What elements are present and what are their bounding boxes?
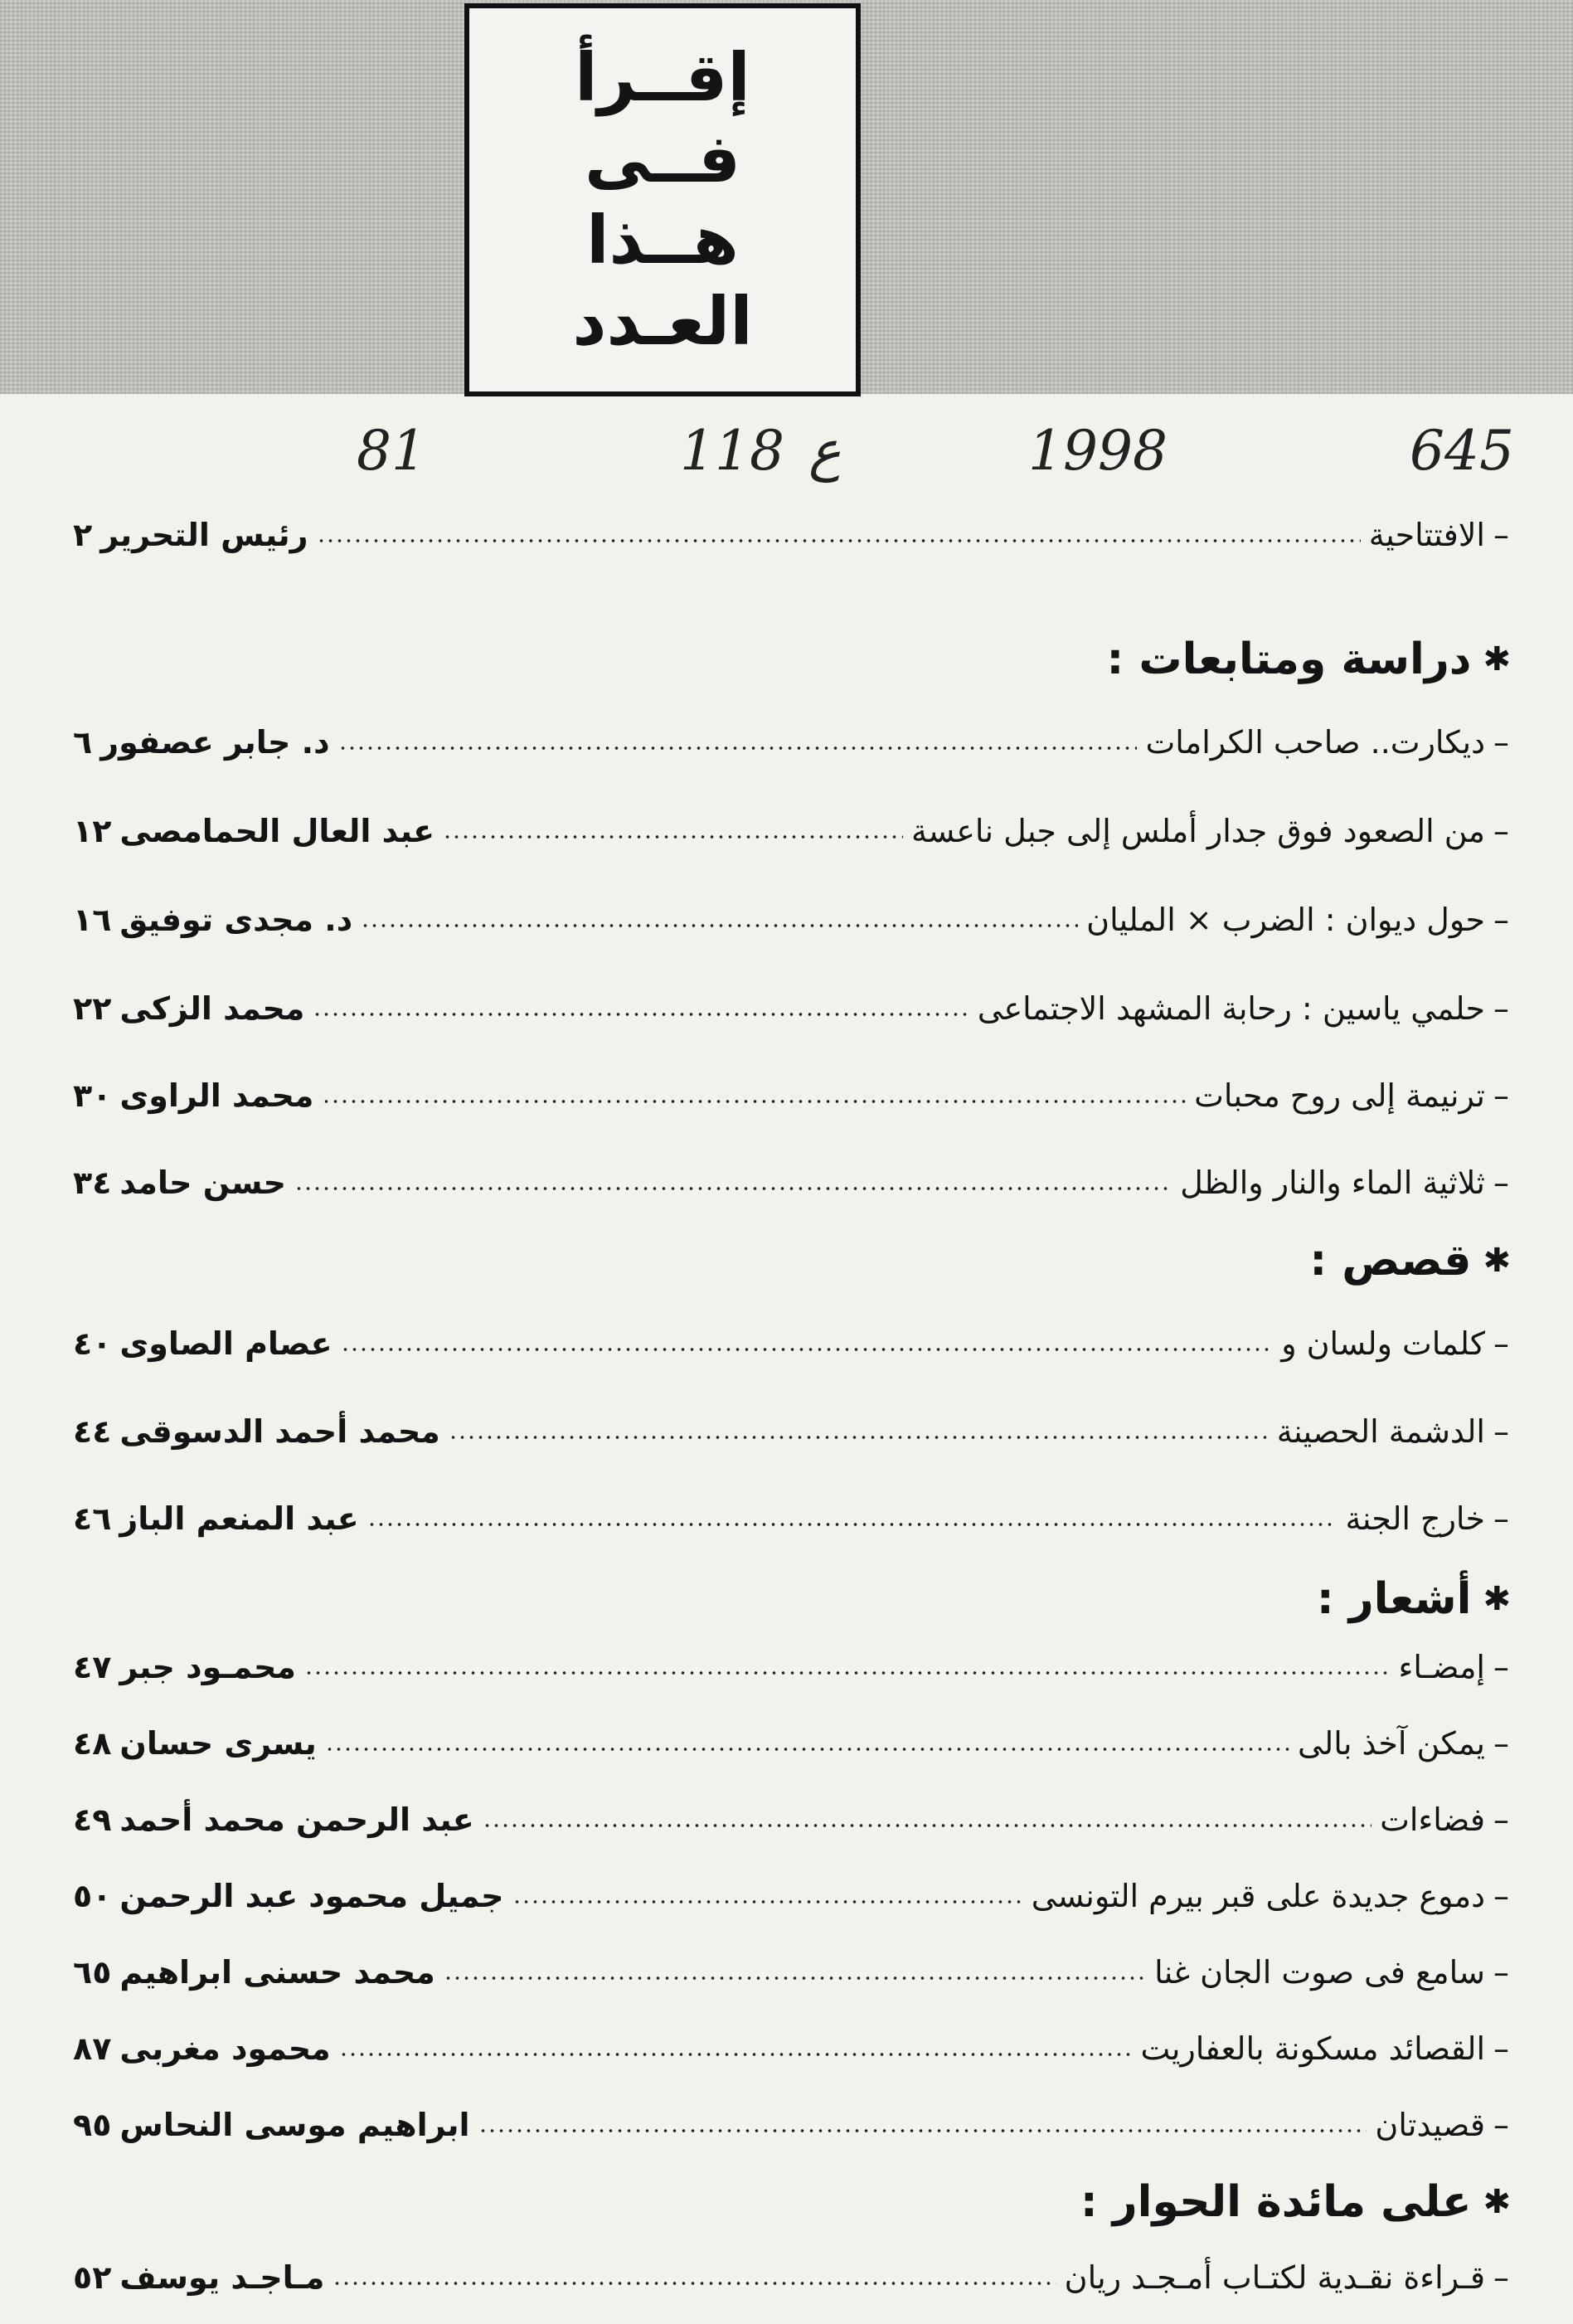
entry-title: الدشمة الحصينة xyxy=(1276,1413,1485,1450)
dot-leader xyxy=(317,538,1361,543)
entry-author: رئيس التحرير xyxy=(100,517,308,553)
dot-leader xyxy=(478,2128,1367,2133)
dot-leader xyxy=(341,1347,1274,1352)
entry-page: ٣٠ xyxy=(73,1077,112,1114)
asterisk-icon: ✱ xyxy=(1483,1242,1511,1280)
entry-author: محمد الزكى xyxy=(119,990,305,1027)
toc-entry: – حول ديوان : الضرب × المليان د. مجدى توفيق ١٦ xyxy=(73,902,1509,938)
entry-page: ٥٠ xyxy=(73,1878,112,1914)
dot-leader xyxy=(322,1099,1186,1104)
entry-title: ثلاثية الماء والنار والظل xyxy=(1180,1164,1485,1201)
dot-leader xyxy=(338,746,1138,751)
entry-page: ٤٧ xyxy=(73,1649,112,1685)
dot-leader xyxy=(367,1522,1338,1527)
dot-leader xyxy=(361,923,1078,928)
title-line-1: إقــرأ xyxy=(575,39,750,116)
entry-author: عبد العال الحمامصى xyxy=(119,813,435,849)
entry-title: كلمات ولسان و xyxy=(1281,1325,1485,1362)
entry-title: يمكن آخذ بالى xyxy=(1297,1725,1485,1762)
entry-page: ٣٤ xyxy=(73,1164,112,1201)
dot-leader xyxy=(444,1976,1146,1981)
toc-entry: – سامع فى صوت الجان غنا محمد حسنى ابراهيم ٦٥ xyxy=(73,1954,1509,1991)
entry-title: حول ديوان : الضرب × المليان xyxy=(1086,902,1485,938)
dot-leader xyxy=(304,1670,1391,1675)
entry-title: الافتتاحية xyxy=(1368,517,1485,553)
entry-title: قـراءة نقـدية لكتـاب أمـجـد ريان xyxy=(1064,2259,1485,2296)
handwritten-number-81: 81 xyxy=(357,419,426,483)
dot-leader xyxy=(313,1012,969,1017)
entry-page: ١٢ xyxy=(73,813,112,849)
toc-entry: – ثلاثية الماء والنار والظل حسن حامد ٣٤ xyxy=(73,1164,1509,1201)
dot-leader xyxy=(325,1747,1289,1752)
entry-author: محمـود جبر xyxy=(119,1649,296,1685)
toc-entry: – من الصعود فوق جدار أملس إلى جبل ناعسة عبد العال الحمامصى ١٢ xyxy=(73,813,1509,849)
entry-author: عصام الصاوى xyxy=(119,1325,333,1362)
asterisk-icon: ✱ xyxy=(1483,1580,1511,1618)
entry-author: محمد الراوى xyxy=(119,1077,314,1114)
toc-entry: – قـراءة نقـدية لكتـاب أمـجـد ريان مـاجـد يوسف ٥٢ xyxy=(73,2259,1509,2296)
entry-title: القصائد مسكونة بالعفاريت xyxy=(1140,2030,1485,2067)
toc-entry-opening: – الافتتاحية رئيس التحرير ٢ xyxy=(73,517,1509,553)
toc-entry: – كلمات ولسان و عصام الصاوى ٤٠ xyxy=(73,1325,1509,1362)
entry-author: جميل محمود عبد الرحمن xyxy=(119,1878,504,1914)
handwritten-number-645: 645 xyxy=(1410,419,1514,483)
entry-title: قصيدتان xyxy=(1375,2107,1485,2143)
entry-author: حسن حامد xyxy=(119,1164,287,1201)
section-heading-poems: ✱ أشعار : xyxy=(1316,1574,1511,1624)
entry-author: د. مجدى توفيق xyxy=(119,902,353,938)
dot-leader xyxy=(443,834,903,839)
title-line-2: فــى xyxy=(585,120,741,197)
dot-leader xyxy=(449,1435,1269,1440)
entry-page: ٥٢ xyxy=(73,2259,112,2296)
handwritten-year: 1998 xyxy=(1028,419,1168,483)
entry-title: فضاءات xyxy=(1380,1801,1485,1838)
entry-page: ١٦ xyxy=(73,902,112,938)
entry-page: ٤٩ xyxy=(73,1801,112,1838)
toc-entry: – حلمي ياسين : رحابة المشهد الاجتماعى محمد الزكى ٢٢ xyxy=(73,990,1509,1027)
toc-entry: – الدشمة الحصينة محمد أحمد الدسوقى ٤٤ xyxy=(73,1413,1509,1450)
toc-entry: – القصائد مسكونة بالعفاريت محمود مغربى ٨٧ xyxy=(73,2030,1509,2067)
entry-author: عبد الرحمن محمد أحمد xyxy=(119,1801,474,1838)
entry-author: محمد أحمد الدسوقى xyxy=(119,1413,440,1450)
handwritten-letter: ع xyxy=(808,419,842,483)
entry-author: ابراهيم موسى النحاس xyxy=(119,2107,470,2143)
toc-entry: – ديكارت.. صاحب الكرامات د. جابر عصفور ٦ xyxy=(73,724,1509,761)
dot-leader xyxy=(333,2281,1056,2286)
asterisk-icon: ✱ xyxy=(1483,640,1511,678)
entry-title: خارج الجنة xyxy=(1345,1500,1485,1537)
asterisk-icon: ✱ xyxy=(1483,2183,1511,2221)
entry-page: ٤٠ xyxy=(73,1325,112,1362)
handwritten-issue-number: 118 xyxy=(680,419,784,483)
entry-page: ٤٨ xyxy=(73,1725,112,1762)
section-heading-dialogue: ✱ على مائدة الحوار : xyxy=(1080,2177,1511,2227)
entry-page: ٦ xyxy=(73,724,93,761)
toc-entry: – يمكن آخذ بالى يسرى حسان ٤٨ xyxy=(73,1725,1509,1762)
entry-author: عبد المنعم الباز xyxy=(119,1500,359,1537)
dot-leader xyxy=(512,1899,1023,1904)
dot-leader xyxy=(483,1823,1372,1828)
toc-entry: – إمضـاء محمـود جبر ٤٧ xyxy=(73,1649,1509,1685)
title-line-4: العـدد xyxy=(572,283,753,360)
entry-title: من الصعود فوق جدار أملس إلى جبل ناعسة xyxy=(910,813,1485,849)
entry-page: ٤٤ xyxy=(73,1413,112,1450)
entry-page: ٨٧ xyxy=(73,2030,112,2067)
entry-page: ٩٥ xyxy=(73,2107,112,2143)
entry-author: محمود مغربى xyxy=(119,2030,331,2067)
entry-page: ٢ xyxy=(73,517,93,553)
dot-leader xyxy=(294,1186,1172,1191)
entry-title: ديكارت.. صاحب الكرامات xyxy=(1145,724,1485,761)
entry-page: ٦٥ xyxy=(73,1954,112,1991)
title-line-3: هــذا xyxy=(586,202,739,279)
entry-title: حلمي ياسين : رحابة المشهد الاجتماعى xyxy=(977,990,1485,1027)
entry-title: إمضـاء xyxy=(1398,1649,1485,1685)
toc-entry: – دموع جديدة على قبر بيرم التونسى جميل محمود عبد الرحمن ٥٠ xyxy=(73,1878,1509,1914)
entry-page: ٤٦ xyxy=(73,1500,112,1537)
section-heading-stories: ✱ قصص : xyxy=(1309,1236,1511,1286)
entry-title: ترنيمة إلى روح محبات xyxy=(1194,1077,1485,1114)
entry-title: دموع جديدة على قبر بيرم التونسى xyxy=(1031,1878,1485,1914)
entry-page: ٢٢ xyxy=(73,990,112,1027)
section-heading-studies: ✱ دراسة ومتابعات : xyxy=(1106,634,1511,684)
dot-leader xyxy=(339,2052,1133,2057)
entry-author: محمد حسنى ابراهيم xyxy=(119,1954,435,1991)
toc-entry: – فضاءات عبد الرحمن محمد أحمد ٤٩ xyxy=(73,1801,1509,1838)
toc-entry: – قصيدتان ابراهيم موسى النحاس ٩٥ xyxy=(73,2107,1509,2143)
entry-author: د. جابر عصفور xyxy=(100,724,330,761)
entry-author: يسرى حسان xyxy=(119,1725,317,1762)
entry-author: مـاجـد يوسف xyxy=(119,2259,325,2296)
entry-title: سامع فى صوت الجان غنا xyxy=(1154,1954,1485,1991)
toc-entry: – ترنيمة إلى روح محبات محمد الراوى ٣٠ xyxy=(73,1077,1509,1114)
toc-entry: – خارج الجنة عبد المنعم الباز ٤٦ xyxy=(73,1500,1509,1537)
